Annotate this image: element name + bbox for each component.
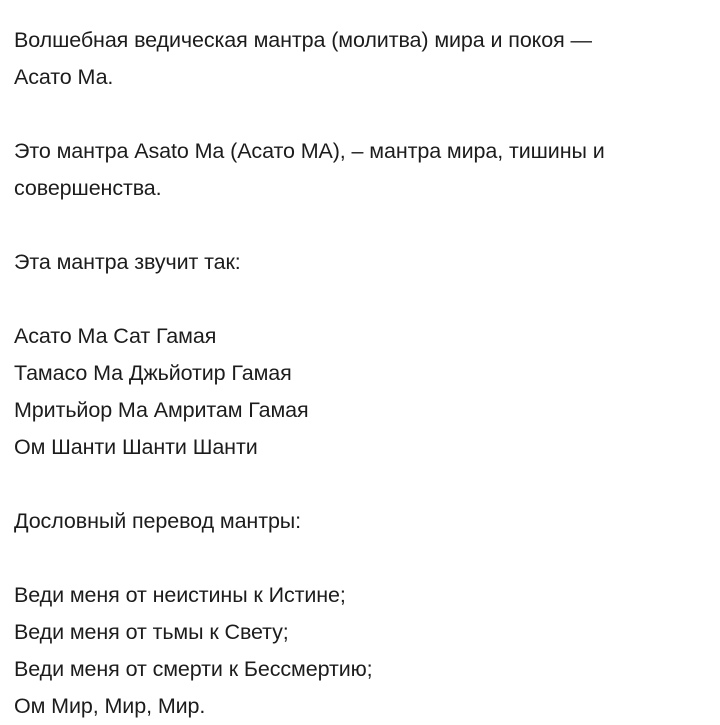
description-line-1: Это мантра Asato Ma (Асато МА), – мантра мира, тишины и [14, 139, 605, 163]
translation-line: Ом Мир, Мир, Мир. [14, 694, 206, 718]
paragraph-gap [14, 207, 704, 244]
description-line-2: совершенства. [14, 176, 162, 200]
mantra-line: Мритьйор Ма Амритам Гамая [14, 398, 309, 422]
intro-paragraph [14, 22, 704, 96]
mantra-intro: Эта мантра звучит так: [14, 250, 241, 274]
paragraph-gap [14, 281, 704, 318]
intro-line-2: Асато Ма. [14, 65, 114, 89]
intro-line-1: Волшебная ведическая мантра (молитва) мира и покоя — [14, 28, 592, 52]
description-paragraph [14, 133, 704, 207]
paragraph-gap [14, 466, 704, 503]
translation-text [14, 577, 704, 725]
mantra-line: Ом Шанти Шанти Шанти [14, 435, 258, 459]
translation-line: Веди меня от неистины к Истине; [14, 583, 346, 607]
paragraph-gap [14, 540, 704, 577]
mantra-line: Тамасо Ма Джьйотир Гамая [14, 361, 292, 385]
paragraph-gap [14, 96, 704, 133]
translation-line: Веди меня от смерти к Бессмертию; [14, 657, 373, 681]
mantra-text [14, 318, 704, 466]
document-body [14, 22, 704, 725]
mantra-line: Асато Ма Сат Гамая [14, 324, 217, 348]
translation-line: Веди меня от тьмы к Свету; [14, 620, 289, 644]
translation-intro: Дословный перевод мантры: [14, 509, 302, 533]
